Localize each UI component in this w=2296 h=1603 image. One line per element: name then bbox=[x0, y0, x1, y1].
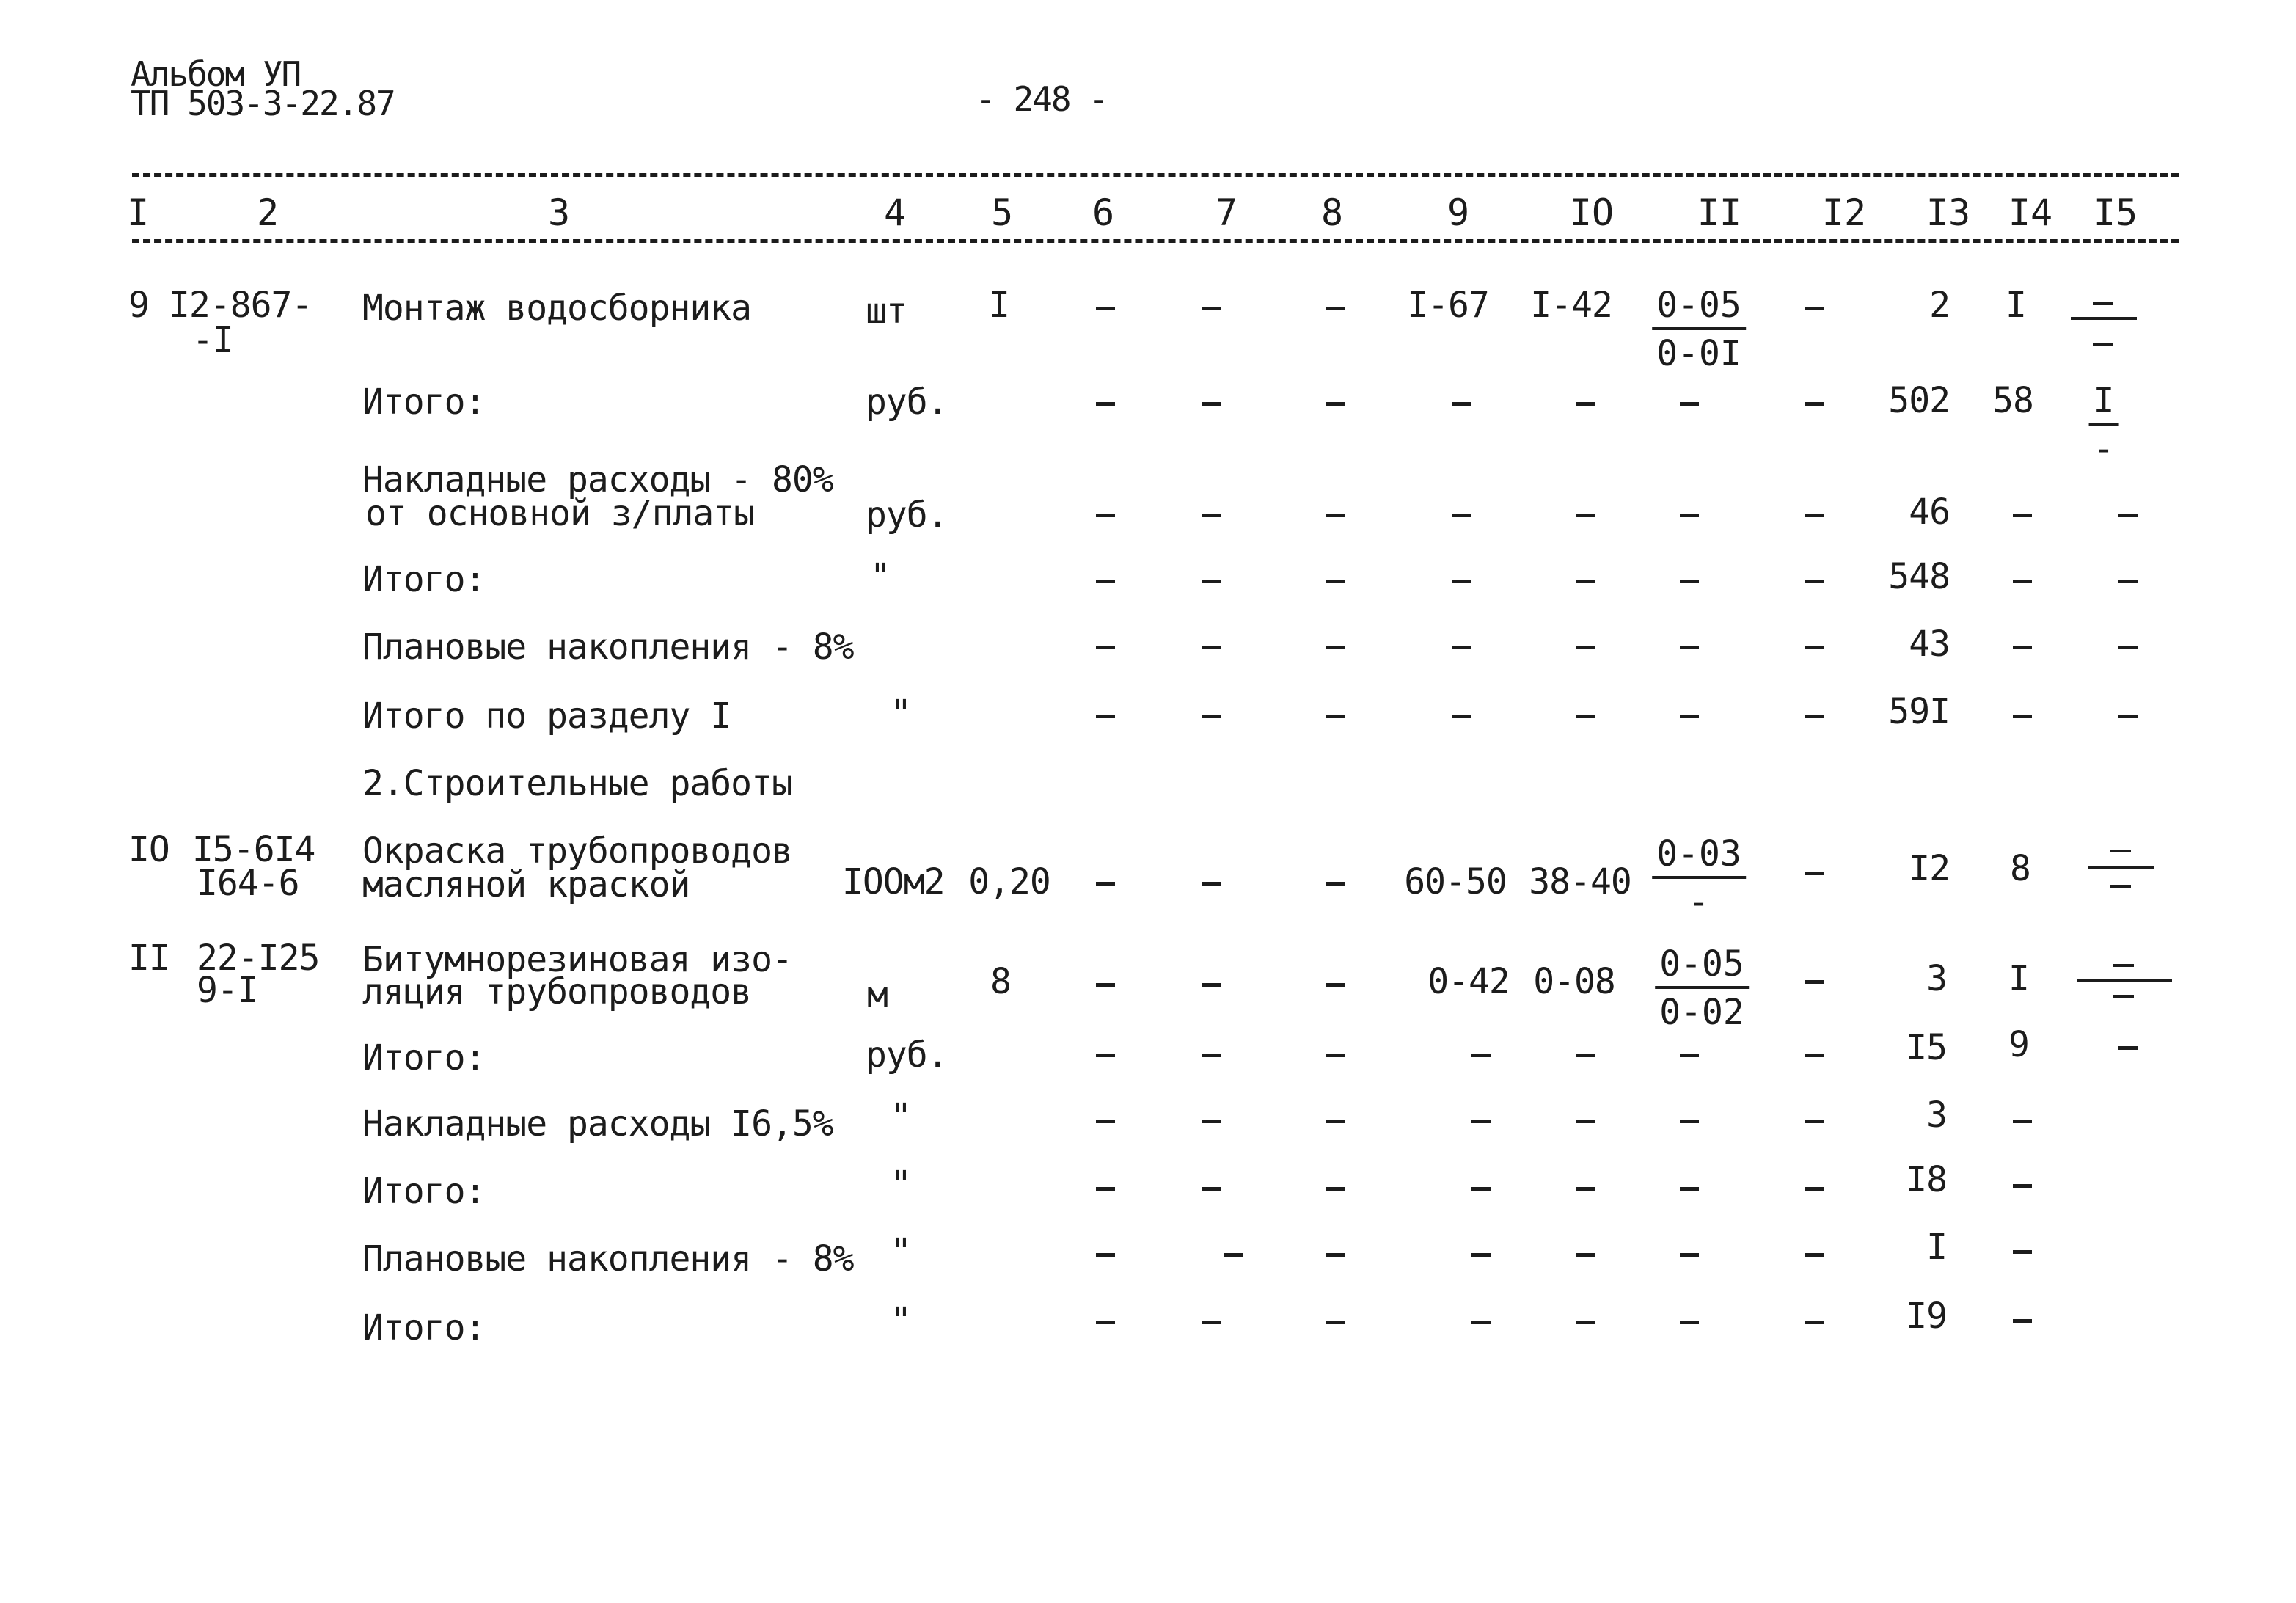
empty-cell-dash bbox=[1326, 514, 1345, 517]
empty-cell-dash bbox=[1680, 1187, 1699, 1191]
empty-cell-dash bbox=[2118, 580, 2138, 583]
empty-cell-dash bbox=[1576, 580, 1595, 583]
cell-col11-fraction bbox=[1655, 943, 1749, 1033]
cell-col9: 0-42 bbox=[1427, 961, 1510, 1002]
empty-cell-dash bbox=[1471, 1321, 1491, 1324]
empty-cell-dash bbox=[1452, 402, 1471, 406]
rate-code: I5-6I4 bbox=[192, 829, 315, 870]
empty-cell-dash bbox=[1326, 307, 1345, 310]
empty-cell-dash bbox=[1805, 1253, 1824, 1257]
unit: " bbox=[891, 693, 911, 734]
empty-cell-dash bbox=[1471, 1120, 1491, 1123]
cell-col15-stacked-dashes bbox=[2091, 954, 2157, 1012]
empty-cell-dash bbox=[1326, 1253, 1345, 1257]
empty-cell-dash bbox=[1680, 514, 1699, 517]
row-number: IO bbox=[128, 829, 169, 870]
cell-col14: 9 bbox=[2008, 1024, 2029, 1065]
empty-cell-dash bbox=[2118, 514, 2138, 517]
cell-col14: I bbox=[2008, 958, 2029, 999]
row-label: Накладные расходы I6,5% bbox=[362, 1103, 833, 1144]
empty-cell-dash bbox=[1576, 646, 1595, 649]
cell-col14: I bbox=[2006, 285, 2026, 326]
cell-col14: 8 bbox=[2010, 848, 2030, 889]
empty-cell-dash bbox=[1202, 514, 1221, 517]
empty-cell-dash bbox=[1096, 1321, 1115, 1324]
rate-code: 22-I25 bbox=[197, 938, 320, 979]
empty-cell-dash bbox=[1805, 402, 1824, 406]
unit: руб. bbox=[866, 1034, 948, 1076]
unit: шт bbox=[866, 291, 907, 332]
fraction-bottom: - bbox=[1688, 882, 1710, 923]
empty-cell-dash bbox=[1326, 882, 1345, 886]
row-label: Итого: bbox=[362, 559, 486, 600]
empty-cell-dash bbox=[1452, 580, 1471, 583]
empty-cell-dash bbox=[1805, 1187, 1824, 1191]
empty-cell-dash bbox=[1326, 983, 1345, 987]
empty-cell-dash bbox=[1326, 1187, 1345, 1191]
empty-cell-dash bbox=[1452, 715, 1471, 718]
cell-col13: I bbox=[1926, 1227, 1947, 1268]
empty-cell-dash bbox=[1096, 307, 1115, 310]
work-name: Монтаж водосборника bbox=[362, 288, 752, 329]
cell-col10: 0-08 bbox=[1533, 961, 1615, 1002]
unit: " bbox=[891, 1164, 911, 1205]
empty-cell-dash bbox=[1326, 646, 1345, 649]
empty-cell-dash bbox=[1680, 1321, 1699, 1324]
header-separator-top bbox=[132, 173, 2179, 177]
cell-col13: 548 bbox=[1888, 556, 1950, 597]
fraction-top: I bbox=[2089, 383, 2119, 426]
fraction-bottom: 0-02 bbox=[1659, 992, 1744, 1033]
empty-cell-dash bbox=[1096, 882, 1115, 886]
quantity: 8 bbox=[990, 961, 1011, 1002]
cell-col13: 46 bbox=[1909, 492, 1950, 533]
album-label: Альбом УП bbox=[131, 54, 301, 94]
unit: руб. bbox=[866, 494, 948, 536]
stack-line bbox=[2071, 317, 2137, 320]
empty-cell-dash bbox=[2013, 514, 2032, 517]
cell-col10: 38-40 bbox=[1529, 861, 1631, 902]
cell-col15-stacked-dashes bbox=[2071, 296, 2137, 355]
rate-code-continued: I64-6 bbox=[197, 863, 299, 904]
cell-col13: 3 bbox=[1926, 958, 1947, 999]
row-label-continued: от основной з/платы bbox=[365, 493, 755, 534]
cell-col13: 502 bbox=[1888, 380, 1950, 421]
empty-cell-dash bbox=[1576, 402, 1595, 406]
column-header: 7 bbox=[1215, 191, 1238, 234]
empty-cell-dash bbox=[1326, 1120, 1345, 1123]
unit: " bbox=[870, 556, 891, 597]
empty-cell-dash bbox=[1805, 1321, 1824, 1324]
column-header: I5 bbox=[2093, 191, 2138, 234]
cell-col13: I9 bbox=[1906, 1296, 1947, 1337]
stack-line bbox=[2077, 979, 2172, 982]
empty-cell-dash bbox=[2013, 1120, 2032, 1123]
empty-cell-dash bbox=[1680, 1253, 1699, 1257]
empty-cell-dash bbox=[1576, 1253, 1595, 1257]
unit: IOOм2 bbox=[842, 861, 945, 902]
empty-cell-dash bbox=[2013, 580, 2032, 583]
stack-dash bbox=[2093, 343, 2113, 346]
cell-col13: 3 bbox=[1926, 1095, 1947, 1136]
column-header: I4 bbox=[2008, 191, 2053, 234]
project-code: ТП 503-3-22.87 bbox=[131, 84, 395, 123]
rate-code-continued: -I bbox=[192, 320, 233, 361]
empty-cell-dash bbox=[1471, 1054, 1491, 1057]
unit: " bbox=[891, 1231, 911, 1272]
cell-col13: I8 bbox=[1906, 1159, 1947, 1200]
work-name: Окраска трубопроводов bbox=[362, 830, 792, 872]
work-name-continued: ляция трубопроводов bbox=[362, 971, 752, 1012]
column-header: 9 bbox=[1447, 191, 1470, 234]
empty-cell-dash bbox=[1805, 514, 1824, 517]
column-header: 6 bbox=[1092, 191, 1115, 234]
empty-cell-dash bbox=[1805, 646, 1824, 649]
empty-cell-dash bbox=[2118, 646, 2138, 649]
empty-cell-dash bbox=[1680, 646, 1699, 649]
empty-cell-dash bbox=[1326, 715, 1345, 718]
empty-cell-dash bbox=[1805, 980, 1824, 984]
empty-cell-dash bbox=[1805, 580, 1824, 583]
cell-col13: I2 bbox=[1909, 848, 1950, 889]
column-header: IO bbox=[1569, 191, 1615, 234]
empty-cell-dash bbox=[1680, 402, 1699, 406]
empty-cell-dash bbox=[1805, 307, 1824, 310]
empty-cell-dash bbox=[1202, 715, 1221, 718]
empty-cell-dash bbox=[1576, 514, 1595, 517]
cell-col14: 58 bbox=[1992, 380, 2033, 421]
cell-col13: 43 bbox=[1909, 624, 1950, 665]
rate-code: I2-867- bbox=[169, 285, 312, 326]
empty-cell-dash bbox=[1576, 1120, 1595, 1123]
stack-dash bbox=[2110, 885, 2131, 888]
empty-cell-dash bbox=[1096, 580, 1115, 583]
empty-cell-dash bbox=[1326, 1321, 1345, 1324]
row-number: 9 bbox=[128, 285, 149, 326]
unit: м bbox=[867, 974, 888, 1015]
empty-cell-dash bbox=[2013, 646, 2032, 649]
empty-cell-dash bbox=[1096, 1120, 1115, 1123]
fraction-bottom: - bbox=[2093, 428, 2115, 470]
empty-cell-dash bbox=[1202, 1120, 1221, 1123]
empty-cell-dash bbox=[1096, 983, 1115, 987]
stack-line bbox=[2088, 866, 2154, 869]
row-label: Накладные расходы - 80% bbox=[362, 459, 833, 500]
unit: " bbox=[891, 1300, 911, 1341]
section-title: 2.Строительные работы bbox=[362, 763, 792, 804]
empty-cell-dash bbox=[1452, 646, 1471, 649]
empty-cell-dash bbox=[2013, 1319, 2032, 1323]
empty-cell-dash bbox=[2013, 715, 2032, 718]
empty-cell-dash bbox=[1202, 1054, 1221, 1057]
work-name: Битумнорезиновая изо- bbox=[362, 939, 792, 980]
stack-dash bbox=[2113, 964, 2134, 967]
empty-cell-dash bbox=[1202, 307, 1221, 310]
empty-cell-dash bbox=[1576, 715, 1595, 718]
empty-cell-dash bbox=[1680, 580, 1699, 583]
empty-cell-dash bbox=[1096, 402, 1115, 406]
column-header: I bbox=[126, 191, 150, 234]
empty-cell-dash bbox=[1202, 580, 1221, 583]
row-label: Плановые накопления - 8% bbox=[362, 1238, 854, 1279]
rate-code-continued: 9-I bbox=[197, 970, 258, 1011]
empty-cell-dash bbox=[1805, 1120, 1824, 1123]
cell-col15-fraction bbox=[2089, 380, 2119, 470]
empty-cell-dash bbox=[1576, 1054, 1595, 1057]
header-separator-bottom bbox=[132, 239, 2179, 243]
row-number: II bbox=[128, 938, 169, 979]
empty-cell-dash bbox=[1096, 514, 1115, 517]
unit: " bbox=[891, 1096, 911, 1137]
cell-col9: 60-50 bbox=[1404, 861, 1507, 902]
fraction-top: 0-03 bbox=[1652, 836, 1746, 879]
column-header: 3 bbox=[547, 191, 571, 234]
cell-col13: 2 bbox=[1929, 285, 1950, 326]
empty-cell-dash bbox=[1096, 646, 1115, 649]
cell-col11-fraction bbox=[1652, 285, 1746, 374]
column-header: II bbox=[1697, 191, 1742, 234]
empty-cell-dash bbox=[1202, 882, 1221, 886]
empty-cell-dash bbox=[1202, 646, 1221, 649]
cell-col15-stacked-dashes bbox=[2088, 844, 2154, 902]
empty-cell-dash bbox=[2118, 1046, 2138, 1050]
stack-dash bbox=[2093, 302, 2113, 305]
empty-cell-dash bbox=[1680, 1120, 1699, 1123]
row-label: Итого: bbox=[362, 381, 486, 423]
empty-cell-dash bbox=[1096, 715, 1115, 718]
stack-dash bbox=[2110, 850, 2131, 852]
empty-cell-dash bbox=[2013, 1250, 2032, 1254]
empty-cell-dash bbox=[1326, 580, 1345, 583]
empty-cell-dash bbox=[1096, 1253, 1115, 1257]
row-label: Плановые накопления - 8% bbox=[362, 627, 854, 668]
empty-cell-dash bbox=[1576, 1321, 1595, 1324]
empty-cell-dash bbox=[1805, 715, 1824, 718]
empty-cell-dash bbox=[1202, 402, 1221, 406]
work-name-continued: масляной краской bbox=[362, 864, 690, 905]
row-label: Итого: bbox=[362, 1171, 486, 1212]
empty-cell-dash bbox=[1224, 1253, 1243, 1257]
quantity: 0,20 bbox=[968, 861, 1050, 902]
empty-cell-dash bbox=[1096, 1054, 1115, 1057]
empty-cell-dash bbox=[1452, 514, 1471, 517]
fraction-top: 0-05 bbox=[1655, 946, 1749, 989]
cell-col13: I5 bbox=[1906, 1027, 1947, 1068]
empty-cell-dash bbox=[1202, 1187, 1221, 1191]
empty-cell-dash bbox=[1471, 1253, 1491, 1257]
empty-cell-dash bbox=[1326, 1054, 1345, 1057]
empty-cell-dash bbox=[1202, 1321, 1221, 1324]
row-label: Итого: bbox=[362, 1037, 486, 1078]
cell-col13: 59I bbox=[1888, 691, 1950, 732]
stack-dash bbox=[2113, 995, 2134, 998]
empty-cell-dash bbox=[1471, 1187, 1491, 1191]
empty-cell-dash bbox=[2013, 1184, 2032, 1188]
fraction-bottom: 0-0I bbox=[1656, 333, 1741, 374]
page-number: - 248 - bbox=[976, 79, 1108, 119]
empty-cell-dash bbox=[1805, 872, 1824, 875]
empty-cell-dash bbox=[1576, 1187, 1595, 1191]
column-header: I3 bbox=[1926, 191, 1971, 234]
empty-cell-dash bbox=[1680, 715, 1699, 718]
empty-cell-dash bbox=[1680, 1054, 1699, 1057]
row-label: Итого: bbox=[362, 1307, 486, 1348]
column-header: I2 bbox=[1821, 191, 1867, 234]
empty-cell-dash bbox=[1326, 402, 1345, 406]
empty-cell-dash bbox=[1805, 1054, 1824, 1057]
cell-col9: I-67 bbox=[1407, 285, 1489, 326]
quantity: I bbox=[989, 285, 1009, 326]
cell-col11-fraction bbox=[1652, 833, 1746, 923]
empty-cell-dash bbox=[1096, 1187, 1115, 1191]
fraction-top: 0-05 bbox=[1652, 288, 1746, 330]
row-label: Итого по разделу I bbox=[362, 695, 731, 737]
unit: руб. bbox=[866, 381, 948, 423]
column-header: 2 bbox=[256, 191, 279, 234]
column-header: 4 bbox=[883, 191, 907, 234]
empty-cell-dash bbox=[1202, 983, 1221, 987]
empty-cell-dash bbox=[2118, 715, 2138, 718]
cell-col10: I-42 bbox=[1530, 285, 1612, 326]
column-header: 8 bbox=[1320, 191, 1344, 234]
column-header: 5 bbox=[990, 191, 1014, 234]
